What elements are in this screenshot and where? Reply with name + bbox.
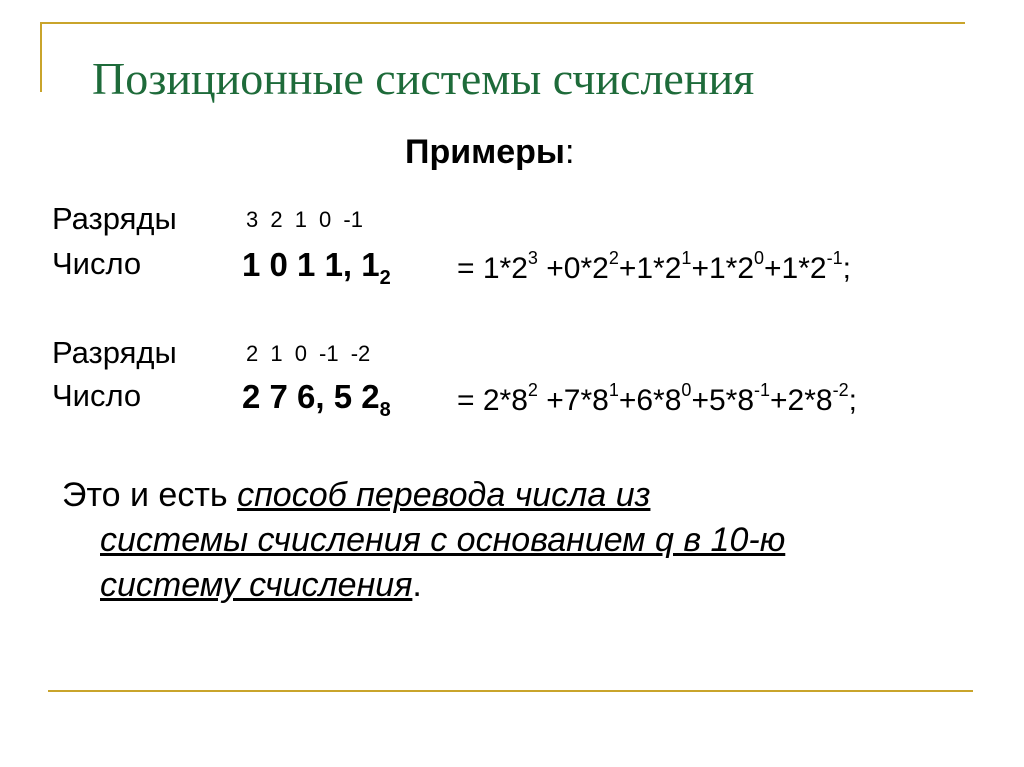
conclusion-line-1: [62, 473, 982, 518]
formula-exponent: -1: [826, 248, 843, 268]
number-value: [242, 378, 391, 422]
formula-term: +2*8: [770, 384, 833, 417]
formula-term: +6*8: [618, 384, 682, 417]
expansion-formula: [457, 248, 851, 286]
conclusion-line-2: [62, 518, 982, 563]
conclusion-emphasis: системы счисления с основанием q в 10-ю: [100, 521, 786, 559]
conclusion-emphasis: систему счисления: [100, 566, 413, 604]
digit-positions: 3 2 1 0 -1: [246, 207, 363, 232]
formula-term: +1*2: [618, 252, 682, 285]
digits-label: Разряды: [52, 335, 177, 370]
expansion-formula: [457, 380, 857, 418]
digit-positions: 2 1 0 -1 -2: [246, 341, 371, 366]
examples-heading-word: Примеры: [405, 133, 565, 171]
formula-term: +0*2: [537, 252, 609, 285]
number-value: [242, 246, 391, 290]
conclusion-line-3: [62, 563, 982, 608]
frame-top-line: [40, 22, 965, 24]
formula-term: +1*2: [691, 252, 755, 285]
formula-exponent: -2: [832, 380, 849, 400]
formula-exponent: 2: [608, 248, 619, 268]
formula-term: +1*2: [764, 252, 827, 285]
examples-heading: [405, 133, 574, 172]
conclusion-period: .: [412, 566, 422, 604]
digits-label: Разряды: [52, 201, 177, 236]
number-label: Число: [52, 378, 142, 413]
formula-term: +5*8: [691, 384, 755, 417]
conclusion-text: [62, 473, 982, 608]
formula-exponent: -1: [754, 380, 771, 400]
number-base: 2: [379, 267, 391, 289]
formula-exponent: 0: [681, 380, 692, 400]
formula-exponent: 0: [754, 248, 765, 268]
slide-title: Позиционные системы счисления: [92, 53, 755, 104]
number-base: 8: [379, 399, 391, 421]
formula-exponent: 2: [527, 380, 538, 400]
formula-term: ;: [848, 384, 857, 417]
formula-term: = 2*8: [457, 384, 528, 417]
formula-exponent: 1: [681, 248, 692, 268]
formula-term: +7*8: [537, 384, 609, 417]
examples-heading-colon: :: [564, 133, 575, 171]
number-digits: 1 0 1 1, 1: [242, 246, 380, 283]
formula-exponent: 1: [608, 380, 619, 400]
number-label: Число: [52, 246, 142, 281]
formula-term: ;: [842, 252, 851, 285]
frame-bottom-line: [48, 690, 973, 692]
formula-exponent: 3: [527, 248, 538, 268]
formula-term: = 1*2: [457, 252, 528, 285]
conclusion-lead: Это и есть: [62, 476, 238, 514]
frame-left-line: [40, 22, 42, 92]
number-digits: 2 7 6, 5 2: [242, 378, 380, 415]
conclusion-emphasis: способ перевода числа из: [237, 476, 651, 514]
